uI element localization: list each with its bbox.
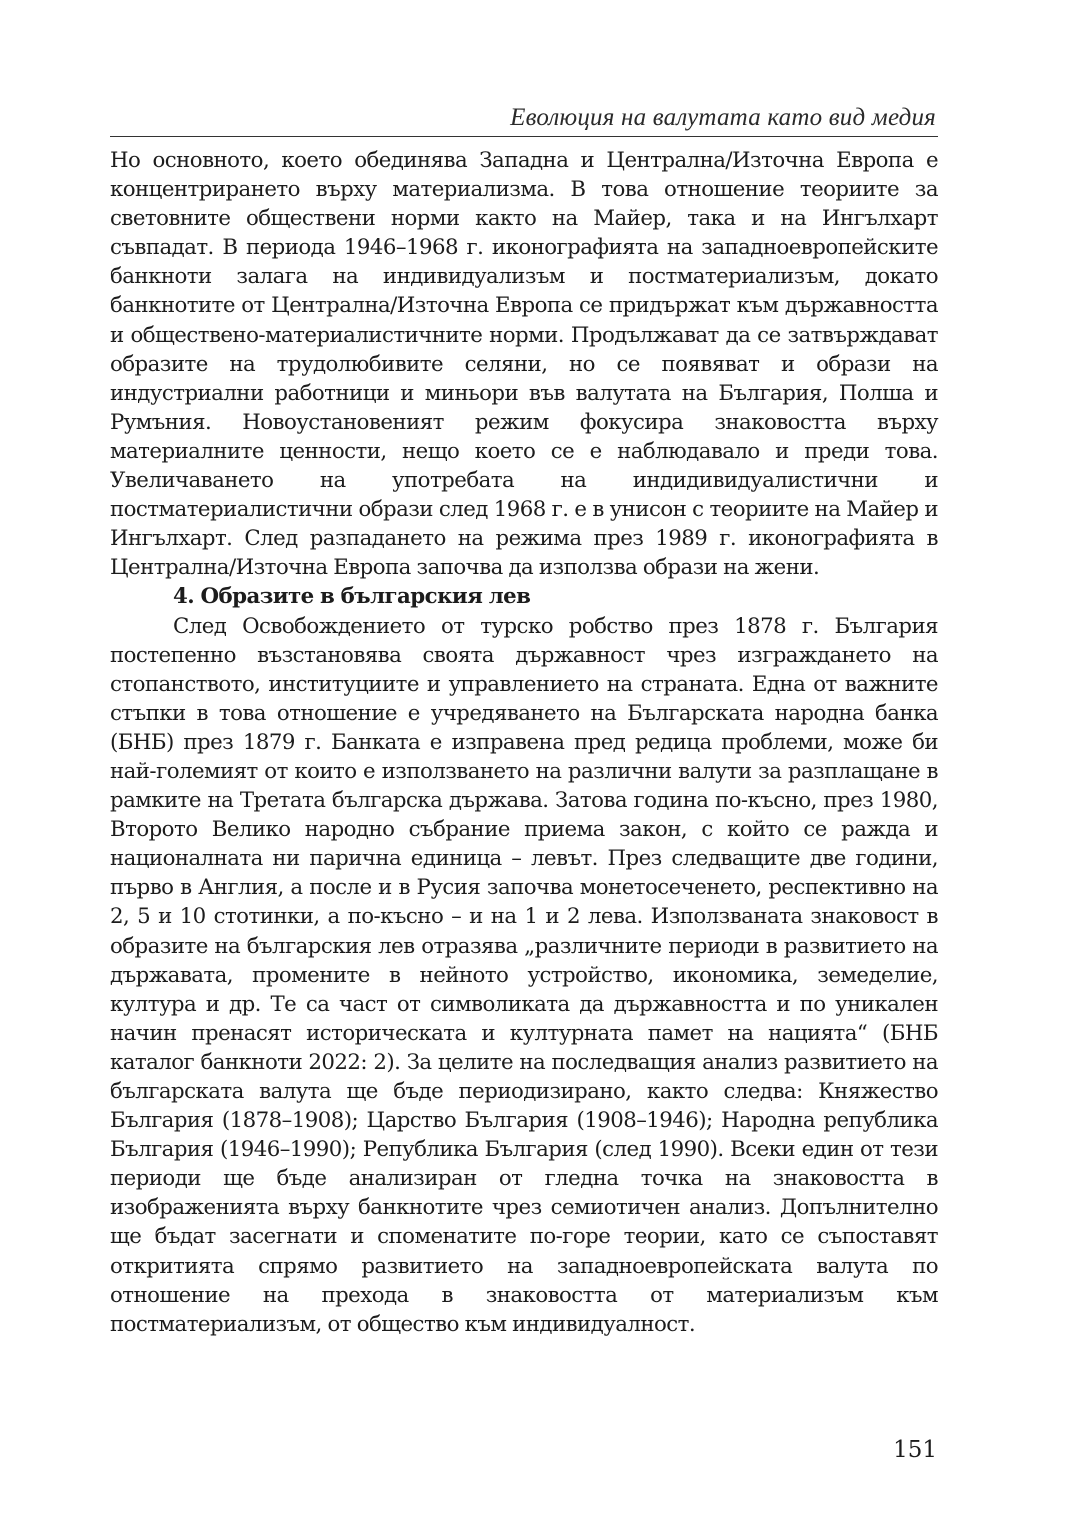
paragraph-bulgarian-lev: След Освобождението от турско робство през 1878 г. България постепенно възстановява своята държавност чрез изграждането на стопанството, институциите и управлението на страната. Една от важните стъпки в това отношение е учредяването на Българската народна банка (БНБ) през 1879 г. Банката е изправена пред редица проблеми, може би най-големият от които е използването на различни валути за разплащане в рамките на Третата българска държава. Затова година по-късно, през 1980, Второто Велико народно събрание приема закон, с който се ражда и националната ни парична единица – левът. През следващите две години, първо в Англия, а после и в Русия започва монетосеченето, респективно на 2, 5 и 10 стотинки, а по-късно – и на 1 и 2 лева. Използваната знаковост в образите на българския лев отразява „различните периоди в развитието на държавата, промените в нейното устройство, икономика, земеделие, култура и др. Те са част от символиката да държавността и по уникален начин пренасят историческата и културната памет на нацията“ (БНБ каталог банкноти 2022: 2). За целите на последващия анализ развитието на българската валута ще бъде периодизирано, както следва: Княжество България (1878–1908); Царство България (1908–1946); Народна република България (1946–1990); Република България (след 1990). Всеки един от тези периоди ще бъде анализиран от гледна точка на знаковостта в изображенията върху банкнотите чрез семиотичен анализ. Допълнително ще бъдат засегнати и споменатите по-горе теории, като се съпоставят откритията спрямо развитието на западноевропейската валута по отношение на прехода в знаковостта от материализъм към постматериализъм, от общество към индивидуалност. [110,613,938,1337]
section-heading: 4. Образите в българския лев [173,584,531,610]
running-header [110,98,938,137]
running-header-title: Еволюция на валутата като вид медия [510,104,936,131]
body-text [110,146,938,1339]
paragraph-materialism: Но основното, което обединява Западна и Централна/Източна Европа е концентрирането върху материализма. В това отношение теориите за световните обществени норми както на Майер, така и на Ингълхарт съвпадат. В периода 1946–1968 г. иконографията на западноевропейските банкноти залага на индивидуализъм и постматериализъм, докато банкнотите от Централна/Източна Европа се придържат към държавността и обществено-материалистичните норми. Продължават да се затвърждават образите на трудолюбивите селяни, но се появяват и образи на индустриални работници и миньори във валутата на България, Полша и Румъния. Новоустановеният режим фокусира знаковостта върху материалните ценности, нещо което се е наблюдавало и преди това. Увеличаването на употребата на индидивидуалистични и постматериалистични образи след 1968 г. е в унисон с теориите на Майер и Ингълхарт. След разпадането на режима през 1989 г. иконографията в Централна/Източна Европа започва да използва образи на жени. [110,148,938,581]
page-number: 151 [893,1437,937,1463]
